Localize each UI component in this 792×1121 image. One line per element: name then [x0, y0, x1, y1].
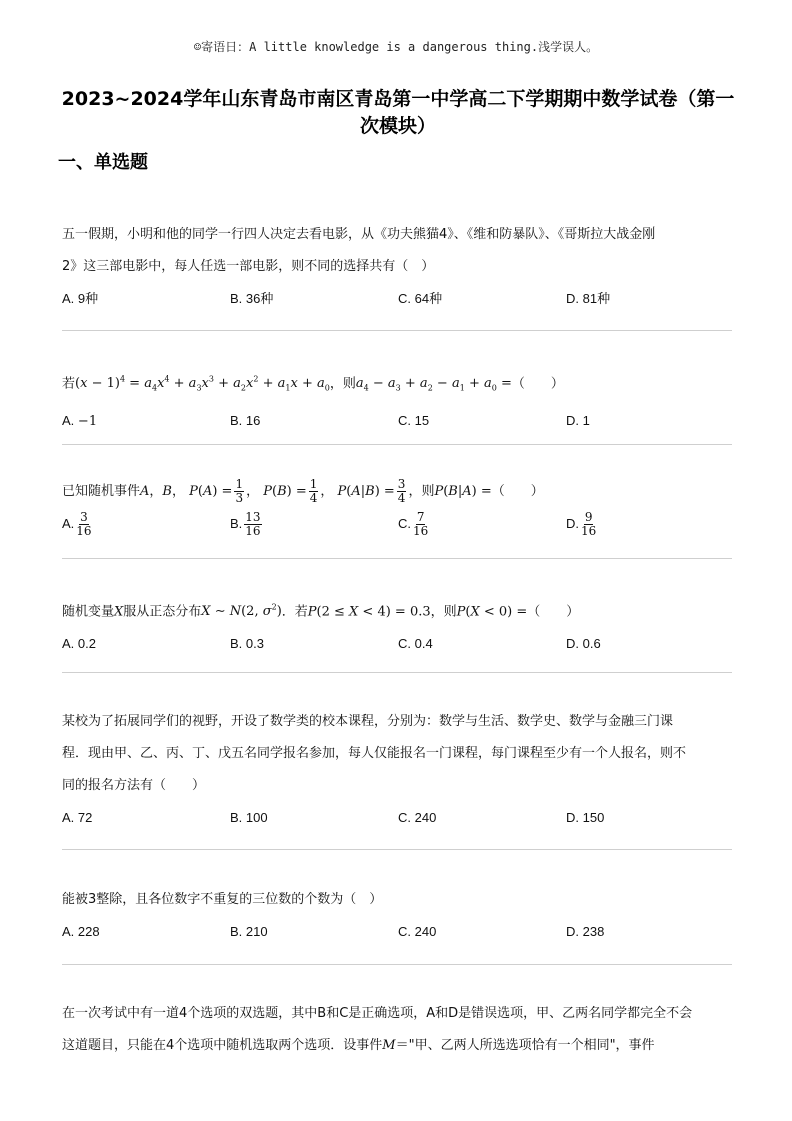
exam-title — [48, 86, 748, 140]
question-5 — [62, 706, 734, 834]
option-b[interactable]: B. 0.3 — [230, 636, 264, 652]
divider — [62, 558, 732, 559]
fraction: $\frac{3}{4}$ — [397, 477, 406, 505]
question-4 — [62, 592, 734, 660]
option-a[interactable]: A. 0.2 — [62, 636, 96, 652]
option-c[interactable]: C. $\frac{7}{16}$ — [398, 510, 429, 539]
stem-text: ，则 — [329, 376, 356, 392]
option-c[interactable]: C. 15 — [398, 412, 430, 428]
question-6 — [62, 884, 734, 948]
option-d[interactable]: D. 238 — [566, 924, 605, 939]
option-a[interactable]: A. $\frac{3}{16}$ — [62, 510, 92, 539]
divider — [62, 672, 732, 673]
option-b[interactable]: B. 210 — [230, 924, 268, 939]
question-stem — [62, 364, 734, 405]
option-c[interactable]: C. 240 — [398, 924, 437, 939]
option-c[interactable]: C. 64种 — [398, 291, 443, 306]
question-1 — [62, 219, 734, 315]
fraction: $\frac{1}{3}$ — [235, 477, 244, 505]
math-expression: $a_4 - a_3 + a_2 - a_1 + a_0$ = — [355, 376, 512, 393]
question-stem: 在一次考试中有一道4个选项的双选题，其中B和C是正确选项，A和D是错误选项，甲、乙两名同学都完全不会 — [62, 1006, 693, 1021]
option-a[interactable]: A. 72 — [62, 810, 93, 825]
divider — [62, 444, 732, 445]
option-c[interactable]: C. 0.4 — [398, 636, 433, 652]
motto: ☺寄语日：A little knowledge is a dangerous thing.浅学误人。 — [193, 40, 599, 54]
question-3 — [62, 476, 734, 548]
stem-text: 若 — [62, 376, 76, 392]
option-b[interactable]: B. 100 — [230, 810, 268, 825]
options-row — [62, 628, 734, 660]
question-stem: 随机变量X服从正态分布X ∼ N(2, $\sigma^2$)．若P(2 ≤ X < 4) = 0.3，则P(X < 0) =（ ） — [62, 603, 580, 620]
option-a[interactable]: A. 228 — [62, 924, 100, 939]
option-d[interactable]: D. 0.6 — [566, 636, 601, 652]
section-title: 一、单选题 — [58, 152, 148, 173]
option-b[interactable]: B. $\frac{13}{16}$ — [230, 510, 261, 539]
question-stem: 同的报名方法有（ ） — [62, 778, 206, 793]
option-a[interactable]: A. −1 — [62, 412, 98, 429]
options-row — [62, 508, 734, 548]
question-7 — [62, 998, 734, 1062]
question-stem: 这道题目，只能在4个选项中随机选取两个选项．设事件M＝"甲、乙两人所选选项恰有一个相同"，事件 — [62, 1038, 655, 1053]
stem-text: （ ） — [511, 376, 564, 392]
question-2 — [62, 364, 734, 437]
title-line-2: 次模块） — [359, 115, 436, 137]
question-stem: 某校为了拓展同学们的视野，开设了数学类的校本课程，分别为：数学与生活、数学史、数学与金融三门课 — [62, 714, 674, 729]
math-expression: A — [140, 484, 150, 499]
divider — [62, 849, 732, 850]
option-d[interactable]: D. $\frac{9}{16}$ — [566, 510, 597, 539]
option-d[interactable]: D. 81种 — [566, 291, 611, 306]
math-expression: $(x - 1)^4 = a_4x^4 + a_3x^3 + a_2x^2 + a_1x + a_0$ — [75, 375, 330, 393]
option-d[interactable]: D. 1 — [566, 412, 590, 428]
options-row — [62, 802, 734, 834]
stem-text: 已知随机事件 — [62, 484, 141, 499]
fraction: $\frac{1}{4}$ — [309, 477, 318, 505]
divider — [62, 964, 732, 965]
options-row — [62, 405, 734, 437]
question-stem: 五一假期，小明和他的同学一行四人决定去看电影，从《功夫熊猫4》、《维和防暴队》、《哥斯拉大战金刚 — [62, 227, 656, 242]
options-row — [62, 283, 734, 315]
question-stem: 2》这三部电影中，每人任选一部电影，则不同的选择共有（ ） — [62, 259, 435, 274]
divider — [62, 330, 732, 331]
option-a[interactable]: A. 9种 — [62, 291, 99, 306]
options-row — [62, 916, 734, 948]
question-stem: 已知随机事件A，B， P(A) = $\frac{1}{3}$ ， P(B) = $\frac{1}{4}$ ， P(A|B) = $\frac{3}{4}$ ，则P(B|A) =（ ） — [62, 477, 544, 505]
option-d[interactable]: D. 150 — [566, 810, 605, 825]
question-stem: 能被3整除，且各位数字不重复的三位数的个数为（ ） — [62, 892, 383, 907]
option-b[interactable]: B. 16 — [230, 412, 261, 428]
question-stem: 程．现由甲、乙、丙、丁、戊五名同学报名参加，每人仅能报名一门课程，每门课程至少有一个人报名，则不 — [62, 746, 687, 761]
option-b[interactable]: B. 36种 — [230, 291, 274, 306]
title-line-1: 2023~2024学年山东青岛市南区青岛第一中学高二下学期期中数学试卷（第一 — [61, 88, 735, 110]
option-c[interactable]: C. 240 — [398, 810, 437, 825]
